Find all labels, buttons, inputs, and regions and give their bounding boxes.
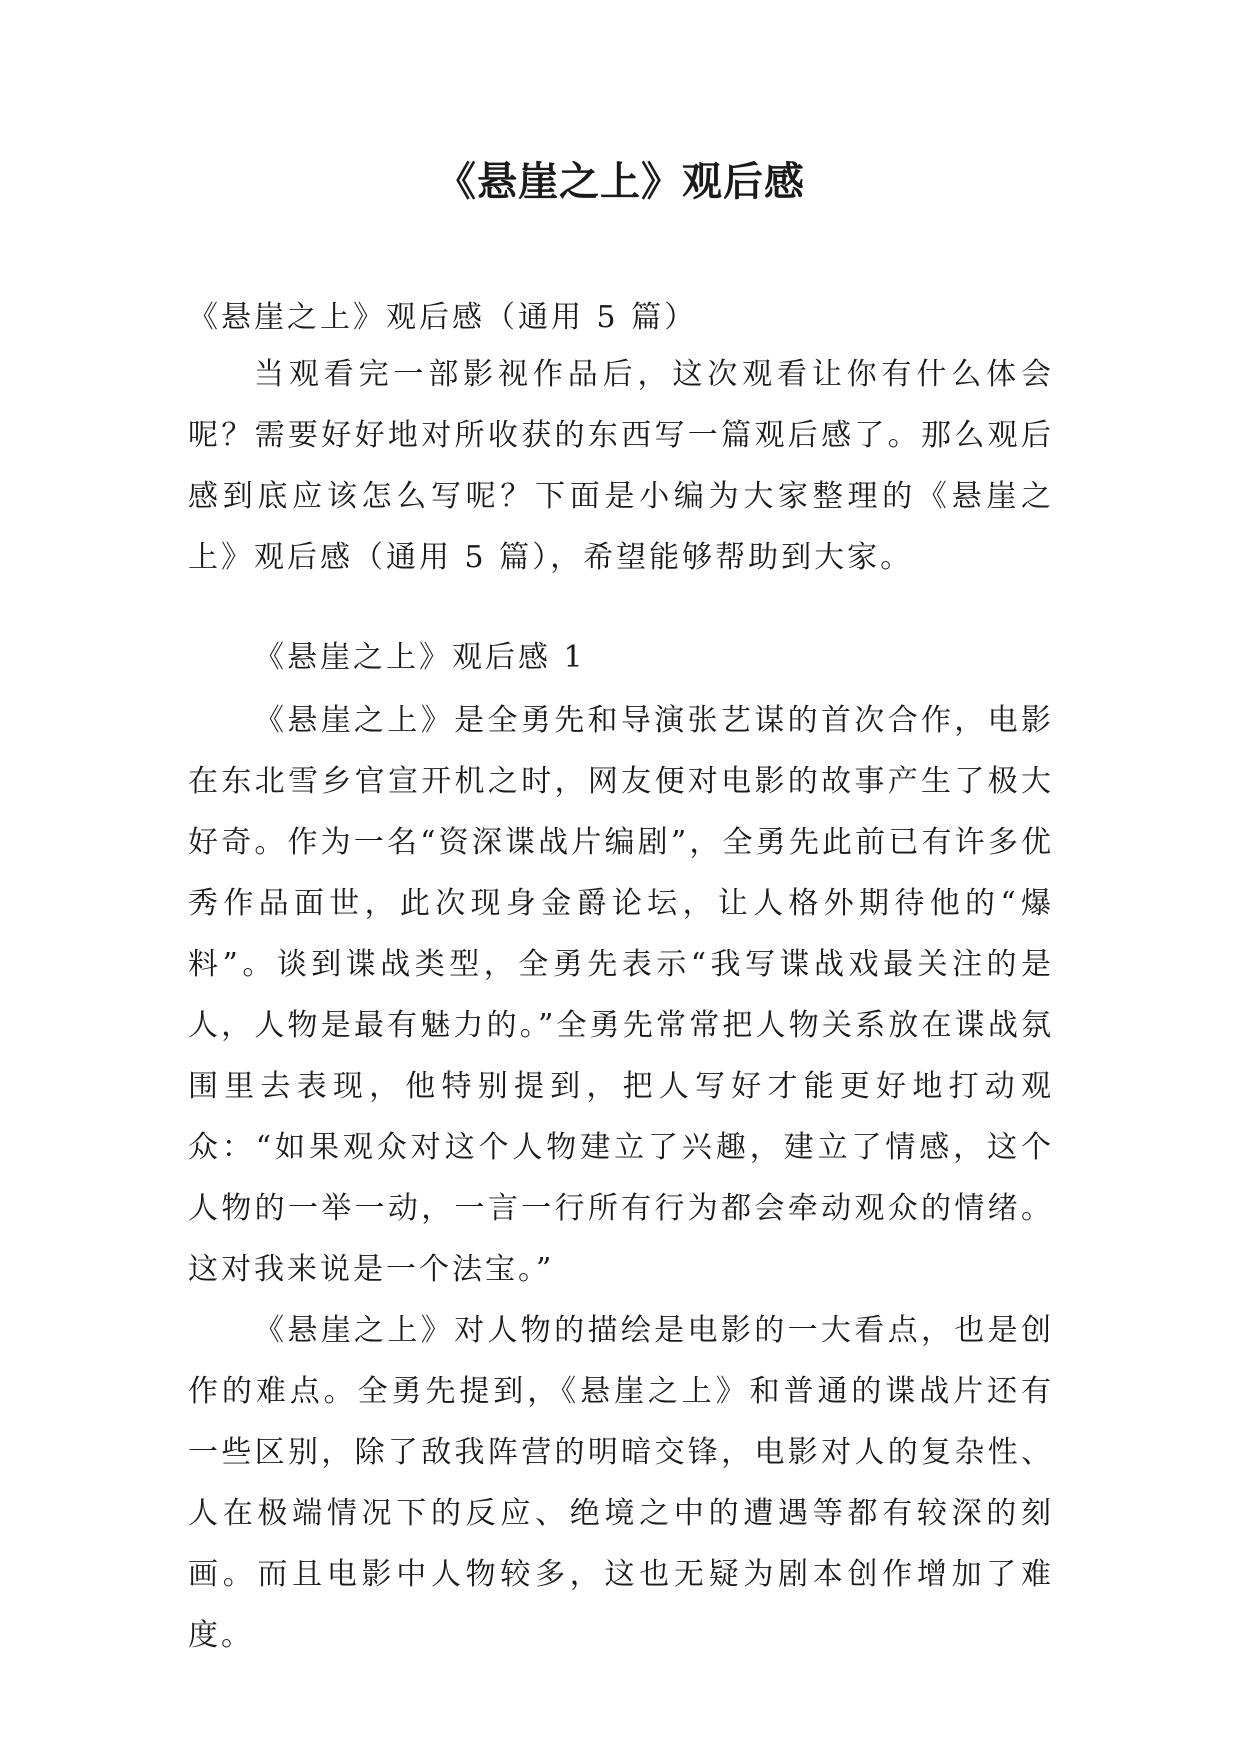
document-title: 《悬崖之上》观后感 (436, 159, 805, 205)
body-paragraph-1: 《悬崖之上》是全勇先和导演张艺谋的首次合作，电影在东北雪乡官宣开机之时，网友便对电影的故事产生了极大好奇。作为一名“资深谍战片编剧”，全勇先此前已有许多优秀作品面世，此次现身金爵论坛，让人格外期待他的“爆料”。谈到谍战类型，全勇先表示“我写谍战戏最关注的是人，人物是最有魅力的。”全勇先常常把人物关系放在谍战氛围里去表现，他特别提到，把人写好才能更好地打动观众：“如果观众对这个人物建立了兴趣，建立了情感，这个人物的一举一动，一言一行所有行为都会牵动观众的情绪。这对我来说是一个法宝。” (188, 703, 1054, 1287)
document-subtitle: 《悬崖之上》观后感（通用 5 篇） (188, 300, 698, 335)
intro-paragraph: 当观看完一部影视作品后，这次观看让你有什么体会呢？需要好好地对所收获的东西写一篇观后感了。那么观后感到底应该怎么写呢？下面是小编为大家整理的《悬崖之上》观后感（通用 5 篇），希望能够帮助到大家。 (188, 357, 1054, 575)
section-heading: 《悬崖之上》观后感 1 (254, 640, 586, 675)
body-paragraph-2: 《悬崖之上》对人物的描绘是电影的一大看点，也是创作的难点。全勇先提到，《悬崖之上》和普通的谍战片还有一些区别，除了敌我阵营的明暗交锋，电影对人的复杂性、人在极端情况下的反应、绝境之中的遭遇等都有较深的刻画。而且电影中人物较多，这也无疑为剧本创作增加了难度。 (188, 1313, 1054, 1653)
